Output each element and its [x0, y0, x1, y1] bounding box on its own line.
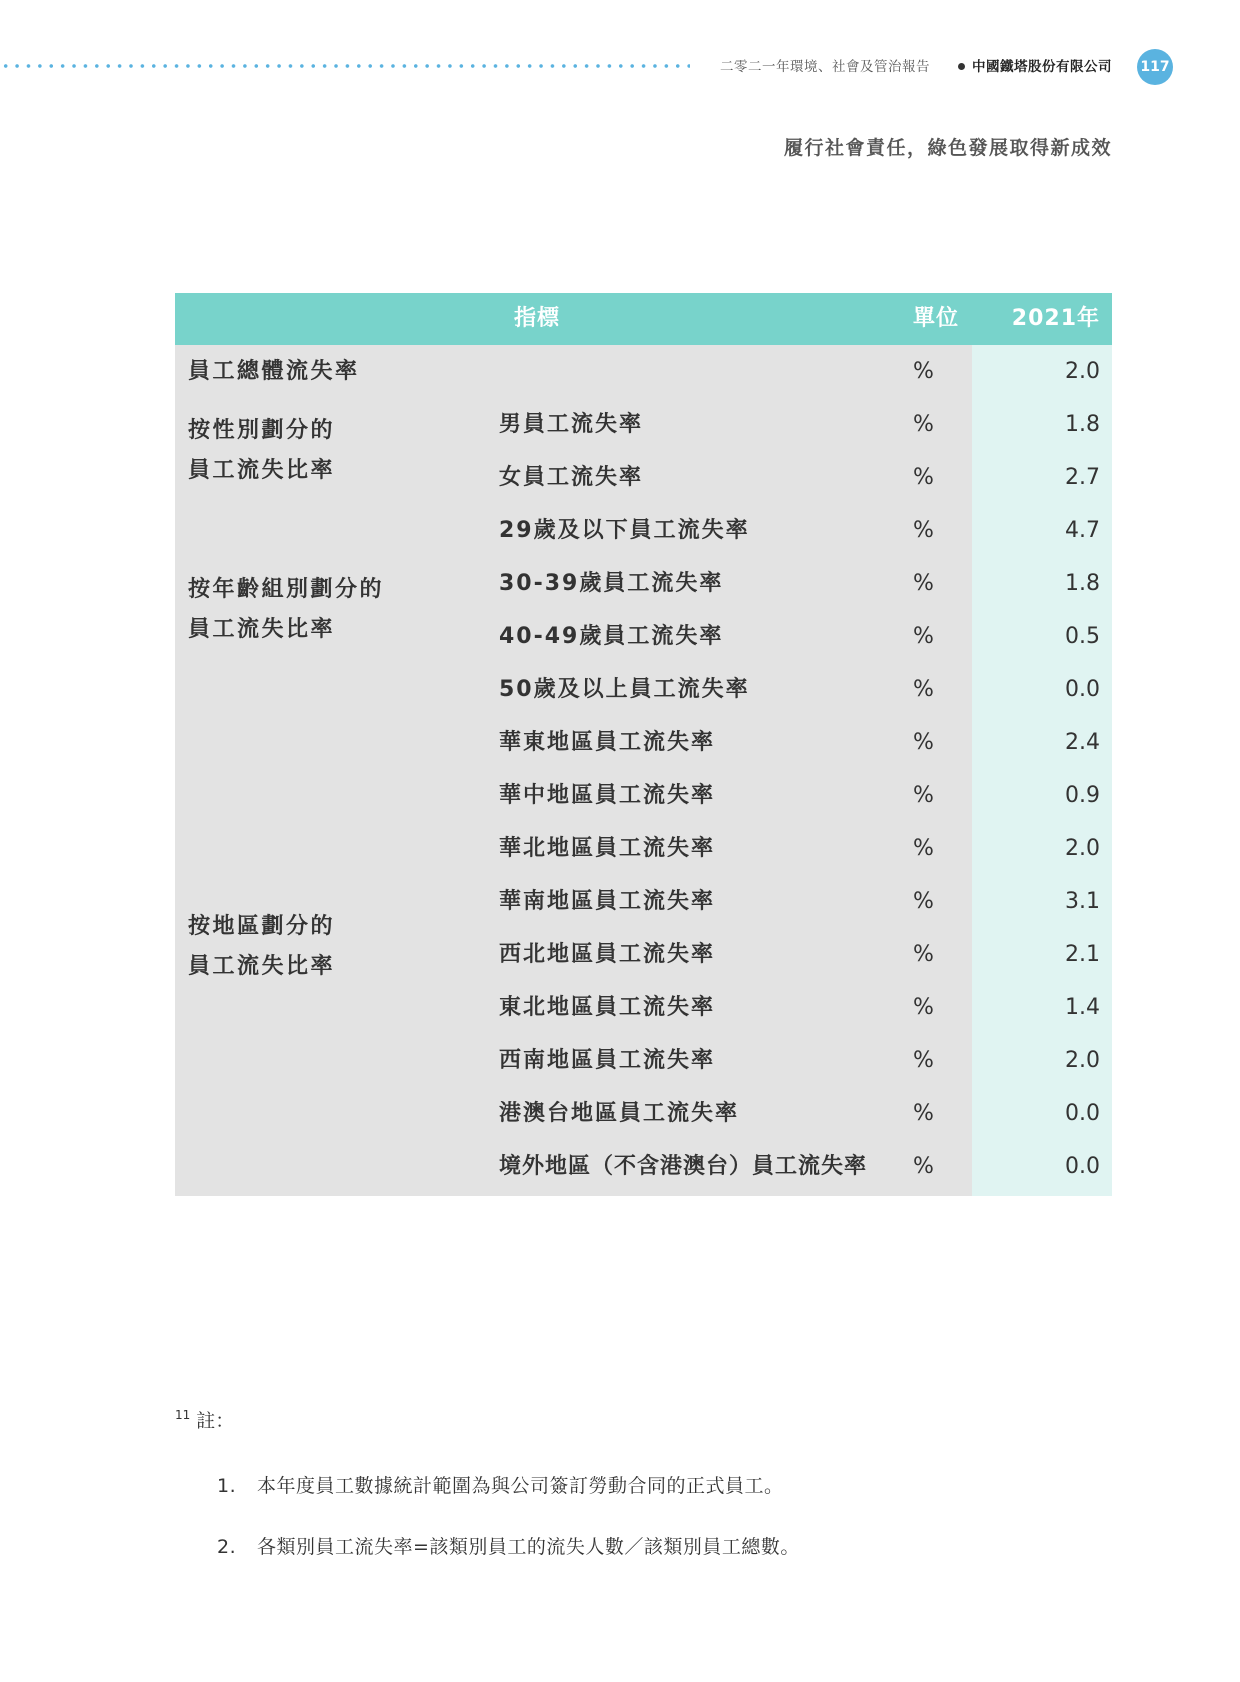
row-value: 0.0 [1065, 677, 1100, 702]
row-label: 40-49歲員工流失率 [499, 624, 724, 649]
row-value: 0.0 [1065, 1101, 1100, 1126]
report-title: 二零二一年環境、社會及管治報告 [720, 59, 930, 75]
row-value: 2.7 [1065, 465, 1100, 490]
turnover-table [175, 293, 1112, 1196]
row-unit: % [913, 730, 934, 755]
page-number: 117 [1137, 49, 1173, 85]
row-label: 西北地區員工流失率 [499, 942, 716, 967]
table-row [175, 398, 1112, 451]
table-row [175, 1140, 1112, 1193]
row-unit: % [913, 571, 934, 596]
row-label: 50歲及以上員工流失率 [499, 677, 750, 702]
dotted-rule [0, 64, 690, 68]
row-unit: % [913, 624, 934, 649]
footnote-item [217, 1471, 784, 1498]
footnote-text: 本年度員工數據統計範圍為與公司簽訂勞動合同的正式員工。 [257, 1475, 784, 1497]
row-unit: % [913, 518, 934, 543]
row-unit: % [913, 889, 934, 914]
row-label: 30-39歲員工流失率 [499, 571, 724, 596]
table-row [175, 557, 1112, 610]
table-row [175, 981, 1112, 1034]
row-unit: % [913, 1101, 934, 1126]
row-value: 4.7 [1065, 518, 1100, 543]
row-value: 2.0 [1065, 836, 1100, 861]
footnote-marker: 11 [175, 1408, 191, 1422]
row-label: 西南地區員工流失率 [499, 1048, 716, 1073]
row-value: 1.4 [1065, 995, 1100, 1020]
table-row [175, 716, 1112, 769]
row-label: 東北地區員工流失率 [499, 995, 716, 1020]
header-unit: 單位 [913, 306, 960, 331]
group-gender-text: 按性別劃分的 員工流失比率 [188, 418, 336, 483]
row-value: 0.9 [1065, 783, 1100, 808]
row-unit: % [913, 783, 934, 808]
table-row [175, 451, 1112, 504]
row-label: 華南地區員工流失率 [499, 889, 716, 914]
table-row [175, 1034, 1112, 1087]
header-year: 2021年 [1011, 306, 1100, 331]
row-unit: % [913, 1048, 934, 1073]
section-title: 履行社會責任，綠色發展取得新成效 [783, 137, 1112, 159]
table-row [175, 928, 1112, 981]
overall-unit: % [913, 359, 934, 384]
row-value: 2.4 [1065, 730, 1100, 755]
header-indicator: 指標 [514, 306, 561, 331]
row-value: 2.1 [1065, 942, 1100, 967]
row-value: 1.8 [1065, 412, 1100, 437]
row-label: 女員工流失率 [499, 465, 644, 490]
row-value: 3.1 [1065, 889, 1100, 914]
row-label: 29歲及以下員工流失率 [499, 518, 750, 543]
row-value: 0.0 [1065, 1154, 1100, 1179]
row-value: 2.0 [1065, 1048, 1100, 1073]
footnote-heading-text: 註： [196, 1410, 235, 1432]
row-value: 0.5 [1065, 624, 1100, 649]
overall-value: 2.0 [1065, 359, 1100, 384]
group-region-text: 按地區劃分的 員工流失比率 [188, 914, 336, 979]
row-label: 男員工流失率 [499, 412, 644, 437]
table-row [175, 875, 1112, 928]
footnote-number: 1. [217, 1475, 237, 1497]
row-unit: % [913, 995, 934, 1020]
bullet-separator [958, 63, 965, 70]
table-row [175, 822, 1112, 875]
table-row [175, 610, 1112, 663]
row-label: 港澳台地區員工流失率 [499, 1101, 740, 1126]
table-row-overall [175, 345, 1112, 398]
table-row [175, 769, 1112, 822]
row-unit: % [913, 942, 934, 967]
footnote-item [217, 1532, 800, 1559]
footnote-text: 各類別員工流失率=該類別員工的流失人數／該類別員工總數。 [257, 1536, 800, 1558]
row-unit: % [913, 412, 934, 437]
company-name: 中國鐵塔股份有限公司 [972, 59, 1112, 75]
row-value: 1.8 [1065, 571, 1100, 596]
row-label: 華北地區員工流失率 [499, 836, 716, 861]
footnote-number: 2. [217, 1536, 237, 1558]
overall-label: 員工總體流失率 [188, 359, 360, 384]
group-age-text: 按年齡組別劃分的 員工流失比率 [188, 577, 385, 642]
row-unit: % [913, 465, 934, 490]
table-row [175, 1087, 1112, 1140]
row-label: 華東地區員工流失率 [499, 730, 716, 755]
table-row [175, 663, 1112, 716]
row-unit: % [913, 1154, 934, 1179]
footnote-heading [175, 1406, 234, 1433]
row-label: 華中地區員工流失率 [499, 783, 716, 808]
table-header [175, 293, 1112, 345]
row-label: 境外地區（不含港澳台）員工流失率 [499, 1154, 868, 1179]
row-unit: % [913, 677, 934, 702]
row-unit: % [913, 836, 934, 861]
table-row [175, 504, 1112, 557]
